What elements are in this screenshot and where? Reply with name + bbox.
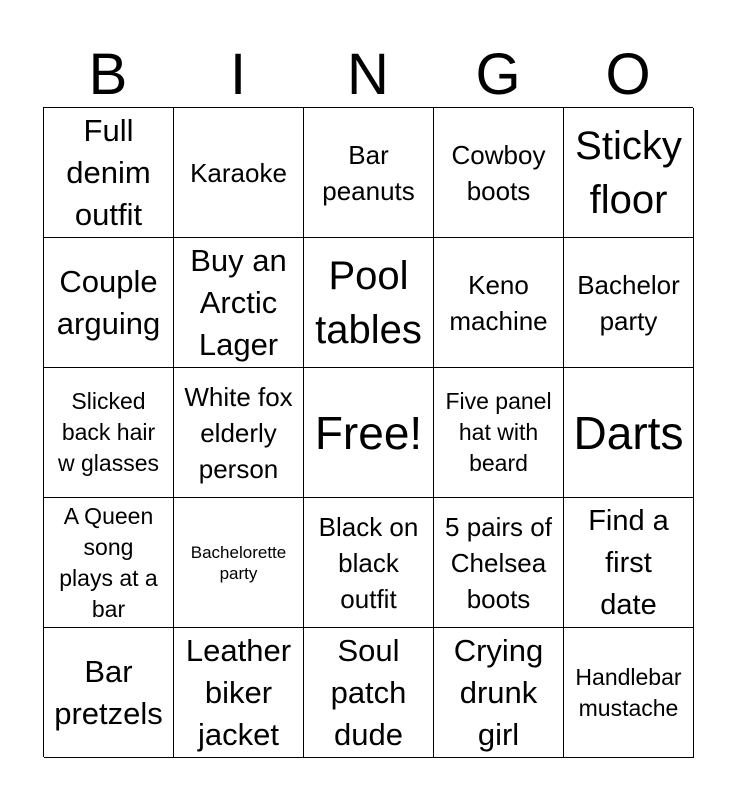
header-letter-g: G [475,42,521,107]
cell-text: Find a first date [588,504,669,621]
bingo-cell[interactable] [44,368,174,498]
bingo-cell[interactable] [44,238,174,368]
bingo-cell[interactable] [174,628,304,758]
bingo-cell[interactable] [44,108,174,238]
bingo-cell[interactable] [174,108,304,238]
cell-text: Couple arguing [56,263,161,341]
bingo-cell[interactable] [434,368,564,498]
bingo-cell[interactable] [304,498,434,628]
cell-text: Cowboy boots [451,139,546,206]
cell-text: Bar peanuts [322,139,415,206]
bingo-cell[interactable] [434,628,564,758]
bingo-header [43,44,693,106]
cell-text: Leather biker jacket [185,632,292,752]
bingo-cell[interactable] [304,628,434,758]
bingo-cell[interactable] [564,238,694,368]
cell-text: Buy an Arctic Lager [190,242,287,362]
cell-text: 5 pairs of Chelsea boots [445,511,552,614]
bingo-cell[interactable] [434,498,564,628]
header-letter-i: I [229,42,247,107]
cell-text: Handlebar mustache [575,663,682,721]
cell-text: Black on black outfit [318,511,419,614]
bingo-cell[interactable] [434,238,564,368]
cell-text: Soul patch dude [330,632,407,752]
bingo-cell[interactable] [434,108,564,238]
cell-text: Slicked back hair w glasses [58,388,159,476]
cell-text: Bachelorette party [190,542,287,583]
cell-text: Crying drunk girl [453,632,544,752]
bingo-cell[interactable] [564,108,694,238]
cell-text: Karaoke [190,157,287,188]
cell-text: A Queen song plays at a bar [59,502,158,622]
cell-text: Bachelor party [577,269,680,336]
bingo-grid [43,107,693,757]
free-space-text: Free! [314,406,423,459]
header-letter-n: N [347,42,389,107]
bingo-cell[interactable] [44,498,174,628]
cell-text: Pool tables [315,253,422,352]
header-letter-o: O [605,42,651,107]
bingo-cell[interactable] [304,238,434,368]
cell-text: Darts [573,406,684,459]
cell-text: White fox elderly person [184,381,293,484]
bingo-cell[interactable] [174,368,304,498]
bingo-cell[interactable] [174,498,304,628]
cell-text: Bar pretzels [54,653,163,731]
cell-text: Sticky floor [575,123,682,222]
bingo-cell[interactable] [564,628,694,758]
bingo-cell[interactable] [304,108,434,238]
cell-text: Five panel hat with beard [445,388,552,476]
bingo-cell[interactable] [564,368,694,498]
cell-text: Full denim outfit [66,112,151,232]
bingo-cell[interactable] [564,498,694,628]
bingo-cell-free[interactable] [304,368,434,498]
header-letter-b: B [88,42,128,107]
cell-text: Keno machine [449,269,548,336]
bingo-cell[interactable] [44,628,174,758]
bingo-cell[interactable] [174,238,304,368]
